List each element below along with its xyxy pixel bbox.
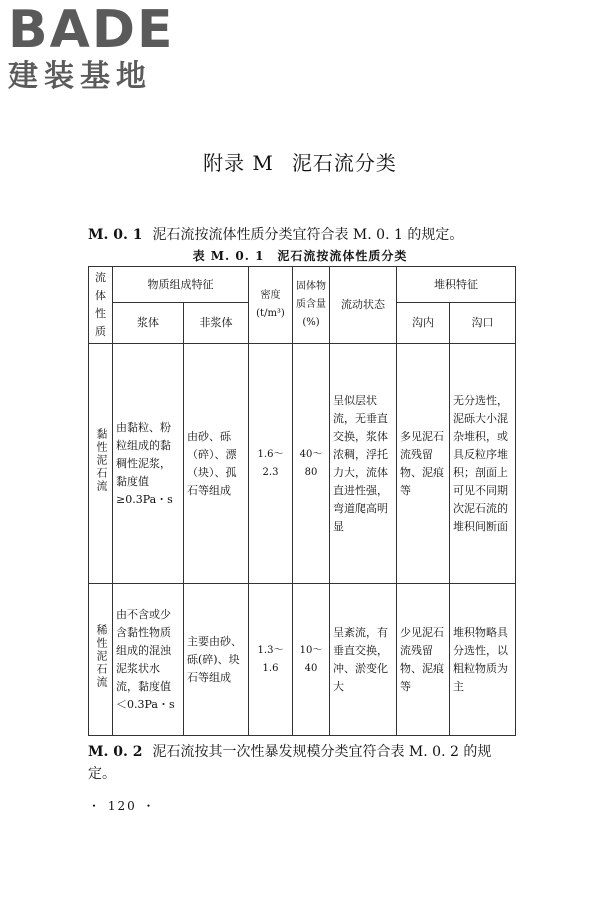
slurry-cell: 由黏粒、粉粒组成的黏稠性泥浆，黏度值≥0.3Pa・s bbox=[113, 344, 184, 584]
clause-text: 泥石流按流体性质分类宜符合表 M. 0. 1 的规定。 bbox=[152, 227, 464, 243]
table-row bbox=[89, 344, 516, 584]
nonslurry-cell: 由砂、砾（碎）、漂（块）、孤石等组成 bbox=[184, 344, 249, 584]
table-row bbox=[89, 584, 516, 736]
appendix-label: 附录 M bbox=[203, 151, 274, 175]
flow-cell: 呈似层状流，无垂直交换，浆体浓稠，浮托力大，流体直进性强，弯道爬高明显 bbox=[330, 344, 397, 584]
fluid-type: 稀性泥石流 bbox=[95, 624, 108, 689]
mouth-cell: 无分选性，泥砾大小混杂堆积，或具反粒序堆积；剖面上可见不同期次泥石流的堆积间断面 bbox=[450, 344, 516, 584]
header-channel: 沟内 bbox=[397, 303, 450, 344]
channel-cell: 多见泥石流残留物、泥痕等 bbox=[397, 344, 450, 584]
slurry-cell: 由不含或少含黏性物质组成的混浊泥浆状水流，黏度值＜0.3Pa・s bbox=[113, 584, 184, 736]
classification-table bbox=[88, 266, 516, 736]
header-density: 密度 (t/m³) bbox=[249, 267, 293, 344]
header-slurry: 浆体 bbox=[113, 303, 184, 344]
site-logo bbox=[8, 0, 178, 99]
channel-cell: 少见泥石流残留物、泥痕等 bbox=[397, 584, 450, 736]
header-deposit: 堆积特征 bbox=[397, 267, 516, 303]
density-cell: 1.6～2.3 bbox=[249, 344, 293, 584]
solid-cell: 10～40 bbox=[293, 584, 330, 736]
clause-number: M. 0. 2 bbox=[88, 744, 143, 760]
header-material: 物质组成特征 bbox=[113, 267, 249, 303]
fluid-type: 黏性泥石流 bbox=[95, 428, 108, 493]
page-number: ・ 120 ・ bbox=[88, 799, 157, 813]
page-title bbox=[0, 147, 600, 176]
clause-m01 bbox=[88, 224, 518, 246]
table-caption: 表 M. 0. 1 泥石流按流体性质分类 bbox=[192, 249, 408, 263]
mouth-cell: 堆积物略具分选性，以粗粒物质为主 bbox=[450, 584, 516, 736]
nonslurry-cell: 主要由砂、砾(碎)、块石等组成 bbox=[184, 584, 249, 736]
header-row bbox=[89, 267, 516, 303]
density-cell: 1.3～1.6 bbox=[249, 584, 293, 736]
header-flow: 流动状态 bbox=[330, 267, 397, 344]
header-fluid: 流体性质 bbox=[89, 267, 113, 344]
clause-number: M. 0. 1 bbox=[88, 227, 143, 243]
fluid-type-cell bbox=[89, 584, 113, 736]
appendix-name: 泥石流分类 bbox=[291, 151, 397, 175]
logo-subtitle: 建装基地 bbox=[8, 59, 152, 94]
flow-cell: 呈紊流，有垂直交换，冲、淤变化大 bbox=[330, 584, 397, 736]
clause-text: 泥石流按其一次性暴发规模分类宜符合表 M. 0. 2 的规定。 bbox=[88, 744, 492, 782]
fluid-type-cell bbox=[89, 344, 113, 584]
header-mouth: 沟口 bbox=[450, 303, 516, 344]
logo-wordmark: BADE bbox=[8, 0, 175, 60]
header-nonslurry: 非浆体 bbox=[184, 303, 249, 344]
solid-cell: 40～80 bbox=[293, 344, 330, 584]
clause-m02 bbox=[88, 741, 518, 785]
header-solid: 固体物质含量 (%) bbox=[293, 267, 330, 344]
